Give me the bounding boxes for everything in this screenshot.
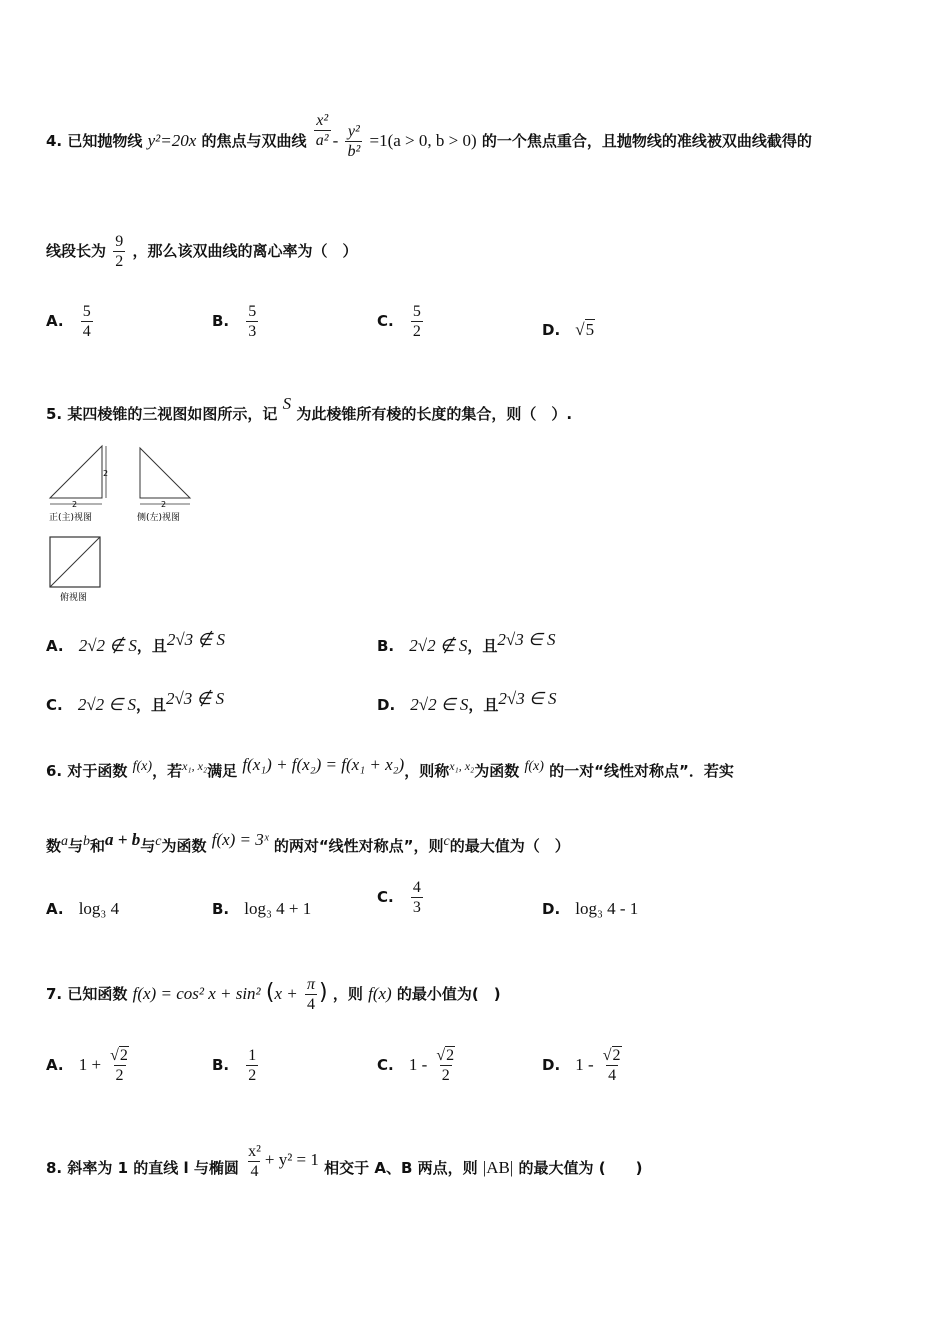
q5-option-b[interactable]: B. 2√2 ∉ S，且2√3 ∈ S xyxy=(377,630,556,655)
q5-option-c[interactable]: C. 2√2 ∈ S，且2√3 ∉ S xyxy=(46,689,225,714)
q4-parabola-eq: y²=20x xyxy=(147,131,197,150)
q7-option-b[interactable]: B. $\frac{1}{2}$ xyxy=(212,1047,257,1084)
front-view-label: 正(主)视图 xyxy=(49,513,93,523)
q6-condition: f(x₁) + f(x₂) = f(x₁ + x₂) xyxy=(242,755,405,774)
q7-option-d[interactable]: D. 1 - $\frac{√2}{4}$ xyxy=(542,1047,621,1084)
side-view-label: 侧(左)视图 xyxy=(137,513,181,523)
front-view-triangle xyxy=(50,446,102,498)
q5-option-a[interactable]: A. 2√2 ∉ S，且2√3 ∉ S xyxy=(46,630,225,655)
q7-option-c[interactable]: C. 1 - $\frac{√2}{2}$ xyxy=(377,1047,455,1084)
q6-line1: 6. 对于函数 f(x)，若$^{x_1, x_2}$满足 f(x₁) + f(x₂) = f(x₁ + x₂)，则称$^{x_1, x_2}$为函数 f(x) 的一对“线性对称点”．若实 xyxy=(46,755,734,780)
q8-ellipse-frac: $\frac{\text{x²}}{4}$ xyxy=(248,1143,261,1180)
q6-line2: 数a与b和a + b与c为函数 f(x) = 3ˣ 的两对“线性对称点”，则c的最大值为（ ） xyxy=(46,830,570,855)
q4-hyp-rest: =1(a > 0, b > 0) xyxy=(369,131,477,150)
q8-stem: 8. 斜率为 1 的直线 l 与椭圆 $\frac{\text{x²}}{4}$ + y² = 1 相交于 A、B 两点，则 |AB| 的最大值为 ( ) xyxy=(46,1143,643,1180)
q4-length-frac: $\frac{9}{2}$ xyxy=(115,233,124,270)
q7-stem: 7. 已知函数 f(x) = cos² x + sin² (x + $\frac{\pi}{4}$ ) ，则 f(x) 的最小值为( ) xyxy=(46,976,501,1013)
q4-line2: 线段长为 $\frac{9}{2}$ ，那么该双曲线的离心率为（ ） xyxy=(46,233,358,270)
q4-option-a[interactable]: A. $\frac{5}{4}$ xyxy=(46,303,91,340)
q7-function-left: f(x) = cos² x + sin² xyxy=(132,984,261,1003)
q6-option-d[interactable]: D. log₃ 4 - 1 xyxy=(542,899,639,918)
q6-option-c[interactable]: C. $\frac{4}{3}$ xyxy=(377,879,421,916)
q4-option-b[interactable]: B. $\frac{5}{3}$ xyxy=(212,303,257,340)
q7-pi-over-4: $\frac{\pi}{4}$ xyxy=(307,976,316,1013)
q6-option-a[interactable]: A. log₃ 4 xyxy=(46,899,120,918)
front-height-label: 2 xyxy=(103,469,109,478)
q4-line1: 4. 已知抛物线 y²=20x 的焦点与双曲线 $\frac{\text{x²}}{\text{a²}}$ - $\frac{\text{y²}}{\text{b²}}$ =1(a > 0, b > 0) 的一个焦点重合，且抛物线的准线被双曲线截得的 xyxy=(46,112,812,160)
side-view-triangle xyxy=(140,448,190,498)
front-width-label: 2 xyxy=(72,500,78,509)
side-width-label: 2 xyxy=(161,500,167,509)
q5-option-d[interactable]: D. 2√2 ∈ S，且2√3 ∈ S xyxy=(377,689,557,714)
q4-hyp-x-frac: $\frac{\text{x²}}{\text{a²}}$ xyxy=(315,112,329,149)
q8-ab: |AB| xyxy=(482,1158,514,1177)
q7-option-a[interactable]: A. 1 + $\frac{√2}{2}$ xyxy=(46,1047,128,1084)
q8-ellipse-rest: + y² = 1 xyxy=(264,1150,319,1169)
top-view-label: 俯视图 xyxy=(60,593,88,603)
three-view-figure xyxy=(44,442,204,608)
q5-stem: 5. 某四棱锥的三视图如图所示，记 S 为此棱锥所有棱的长度的集合，则（ ）. xyxy=(46,394,573,423)
q6-function: f(x) = 3ˣ xyxy=(211,830,269,849)
q4-hyp-y-frac: $\frac{\text{y²}}{\text{b²}}$ xyxy=(347,123,361,160)
q4-option-d[interactable]: D. √5 xyxy=(542,320,595,339)
q4-option-c[interactable]: C. $\frac{5}{2}$ xyxy=(377,303,421,340)
q6-option-b[interactable]: B. log₃ 4 + 1 xyxy=(212,899,312,918)
